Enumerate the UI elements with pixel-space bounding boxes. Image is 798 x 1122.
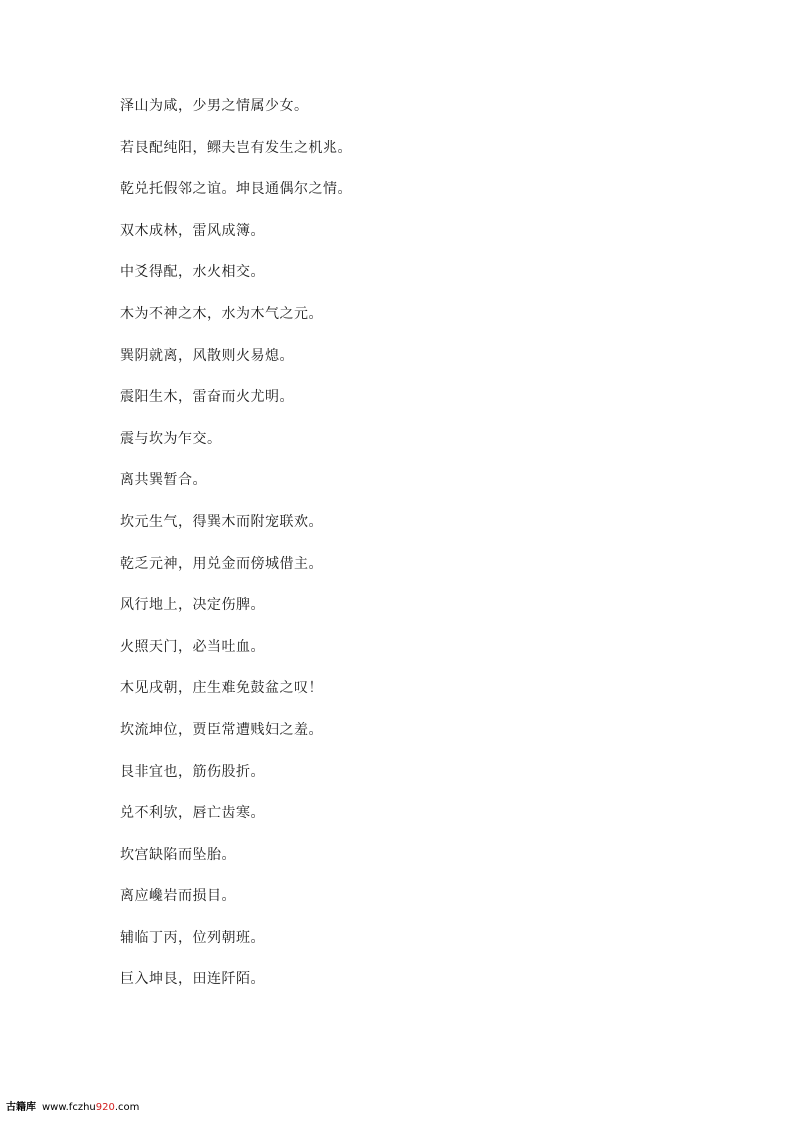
verse-line: 中爻得配，水火相交。 — [120, 264, 265, 281]
verse-line: 震与坎为乍交。 — [120, 430, 222, 447]
verse-line: 震阳生木，雷奋而火尤明。 — [120, 389, 294, 406]
verse-line: 巨入坤艮，田连阡陌。 — [120, 971, 265, 988]
verse-line: 双木成林，雷风成簿。 — [120, 222, 265, 239]
verse-line: 艮非宜也，筋伤股折。 — [120, 763, 265, 780]
footer-url-number: 920 — [95, 1102, 115, 1113]
verse-line: 离应巉岩而损目。 — [120, 888, 236, 905]
verse-line: 火照天门，必当吐血。 — [120, 638, 265, 655]
verse-line: 若艮配纯阳，鳏夫岂有发生之机兆。 — [120, 139, 352, 156]
verse-list — [120, 96, 720, 1011]
footer-site-name: 古籍库 — [6, 1102, 36, 1113]
verse-line: 巽阴就离，风散则火易熄。 — [120, 347, 294, 364]
verse-line: 坎流坤位，贾臣常遭贱妇之羞。 — [120, 721, 323, 738]
verse-line: 泽山为咸，少男之情属少女。 — [120, 98, 309, 114]
footer-url-suffix: .com — [114, 1102, 140, 1113]
verse-line: 木为不神之木，水为木气之元。 — [120, 305, 323, 322]
verse-line: 辅临丁丙，位列朝班。 — [120, 929, 265, 946]
footer-url-link[interactable] — [42, 1102, 139, 1113]
footer-url-prefix: www.fczhu — [42, 1102, 96, 1113]
verse-line: 木见戌朝，庄生难免鼓盆之叹！ — [120, 680, 323, 697]
footer-watermark — [6, 1098, 139, 1113]
verse-line: 兑不利欤，唇亡齿寒。 — [120, 805, 265, 822]
verse-line: 风行地上，决定伤脾。 — [120, 597, 265, 614]
verse-line: 离共巽暂合。 — [120, 472, 207, 489]
verse-line: 乾兑托假邻之谊。坤艮通偶尔之情。 — [120, 181, 352, 198]
verse-line: 乾乏元神，用兑金而傍城借主。 — [120, 555, 323, 572]
verse-line: 坎宫缺陷而坠胎。 — [120, 846, 236, 863]
verse-line: 坎元生气，得巽木而附宠联欢。 — [120, 513, 323, 530]
